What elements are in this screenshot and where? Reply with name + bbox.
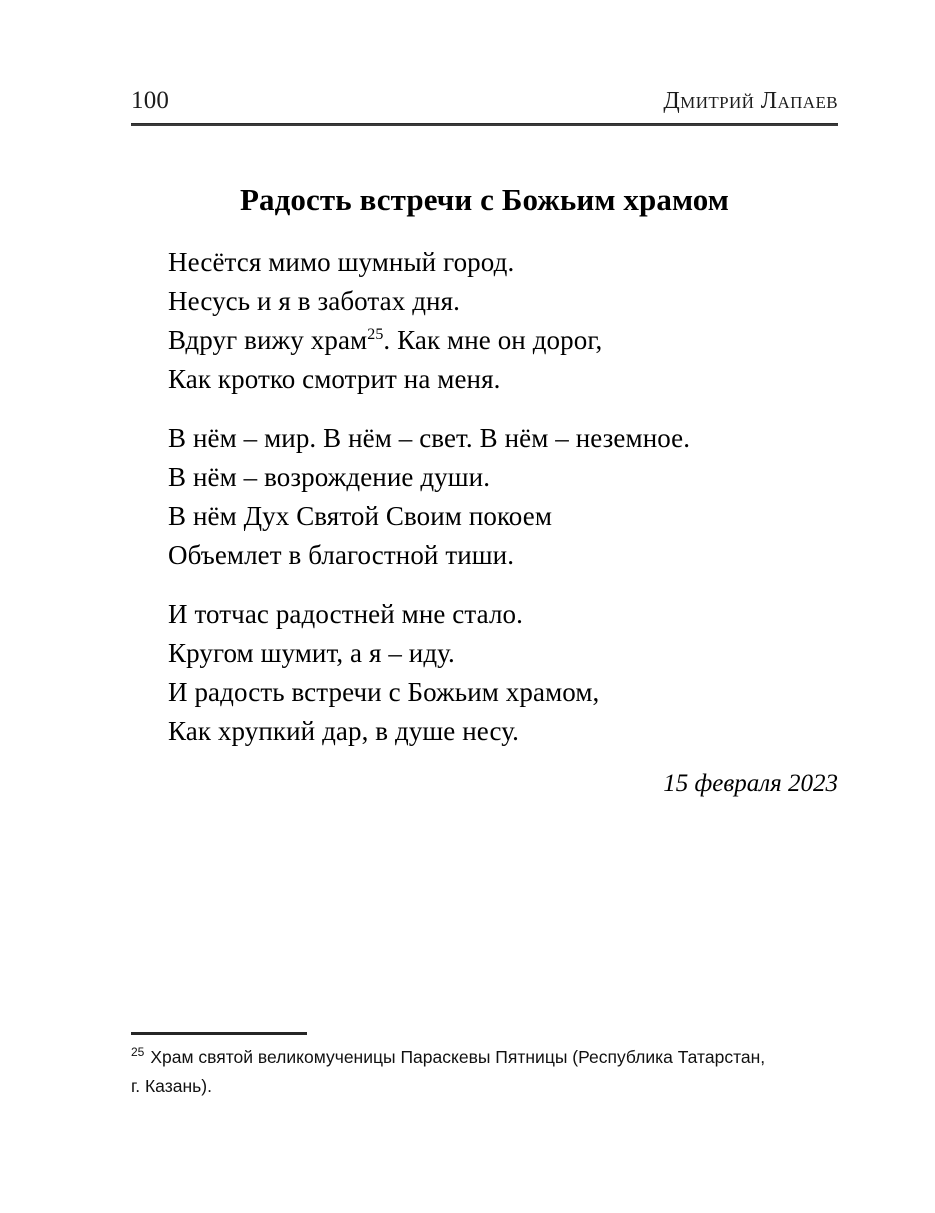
stanza-1 bbox=[168, 243, 868, 399]
poem-line-text-tail: . Как мне он дорог, bbox=[383, 325, 603, 355]
poem-line: И тотчас радостней мне стало. bbox=[168, 599, 523, 629]
poem-line: Несётся мимо шумный город. bbox=[168, 247, 515, 277]
footnote-marker: 25 bbox=[131, 1045, 145, 1060]
page-number: 100 bbox=[131, 87, 170, 114]
poem-line: Кругом шумит, а я – иду. bbox=[168, 638, 455, 668]
stanza-3 bbox=[168, 595, 868, 751]
header-divider-rule bbox=[131, 123, 838, 126]
poem-line: Как кротко смотрит на меня. bbox=[168, 364, 501, 394]
poem-line: В нём Дух Святой Своим покоем bbox=[168, 501, 553, 531]
footnote-text: Храм святой великомученицы Параскевы Пятницы (Республика Татарстан, г. Казань). bbox=[131, 1047, 766, 1096]
poem-body bbox=[168, 243, 868, 751]
running-header bbox=[131, 86, 838, 128]
poem-line: Как хрупкий дар, в душе несу. bbox=[168, 716, 520, 746]
poem-line: И радость встречи с Божьим храмом, bbox=[168, 677, 600, 707]
poem-line-with-footnote bbox=[168, 321, 868, 360]
poem-date: 15 февраля 2023 bbox=[663, 770, 838, 797]
author-name: Дмитрий Лапаев bbox=[663, 88, 838, 114]
poem-title: Радость встречи с Божьим храмом bbox=[240, 181, 729, 217]
poem-line: В нём – мир. В нём – свет. В нём – неземное. bbox=[168, 423, 691, 453]
poem-line: Несусь и я в заботах дня. bbox=[168, 286, 460, 316]
stanza-2 bbox=[168, 419, 868, 575]
poem-line-text: Вдруг вижу храм bbox=[168, 325, 368, 355]
footnote bbox=[131, 1043, 771, 1101]
poem-line: Объемлет в благостной тиши. bbox=[168, 540, 515, 570]
running-header-row bbox=[131, 86, 838, 120]
footnote-reference-marker[interactable]: 25 bbox=[367, 326, 384, 343]
footnote-separator-rule bbox=[131, 1032, 307, 1035]
poem-line: В нём – возрождение души. bbox=[168, 462, 491, 492]
